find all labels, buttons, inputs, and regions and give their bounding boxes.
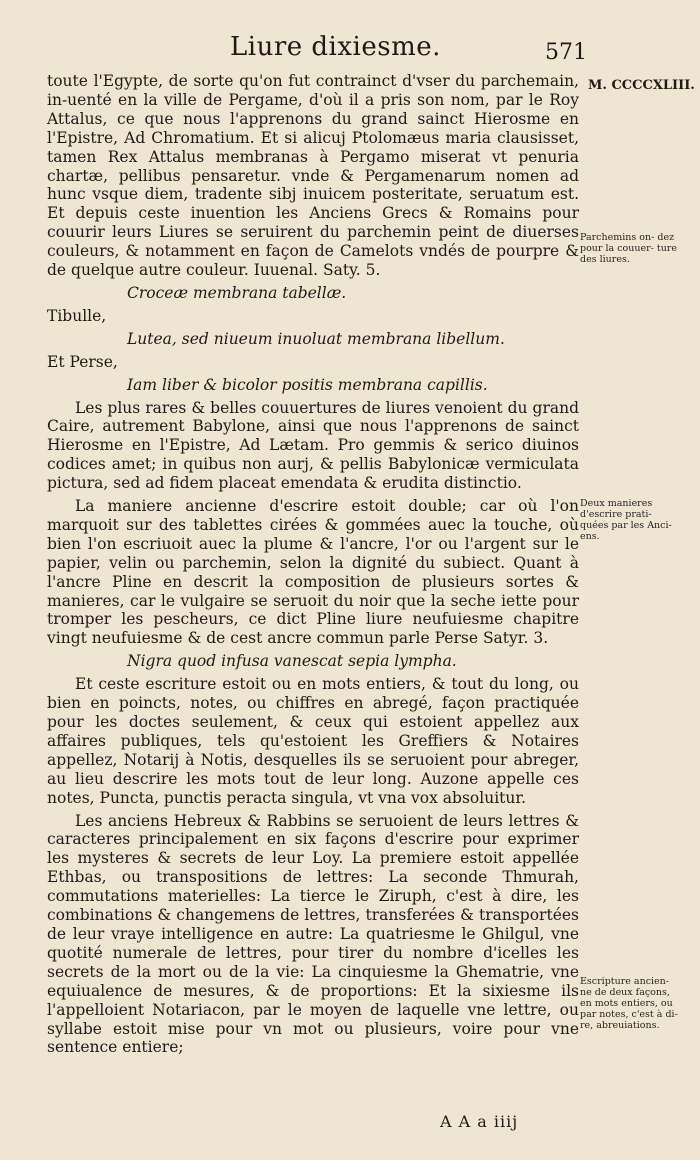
paragraph-couuertures: Les plus rares & belles couuertures de liures venoient du grand Caire, autrement Babylone, ainsi que nous l'apprenons de sainct Hierosme en l'Epistre, Ad Lætam. Pro gemmis & serico diuinos codices amet; in quibus non aurj, & pellis Babylonicæ vermiculata pictura, sed ad fidem placeat emendata & erudita distinctio. — [47, 398, 579, 493]
signature-mark: A A a iiij — [440, 1112, 519, 1131]
body-text — [47, 72, 579, 1057]
attribution-perse: Et Perse, — [47, 352, 118, 371]
paragraph-hebreux: Les anciens Hebreux & Rabbins se seruoient de leurs lettres & caracteres principalement en six façons d'escrire pour exprimer les mysteres & secrets de leur Loy. La premiere estoit appellée Ethbas, ou transpositions de lettres: La seconde Thmurah, commutations materielles: La tierce le Ziruph, c'est à dire, les combinations & changemens de lettres, transferées & transportées de leur vraye intelligence en autre: La quatriesme le Ghilgul, vne quotité numerale de lettres, pour tirer du nombre d'icelles les secrets de la mort ou de la vie: La cinquiesme la Ghematrie, vne equiualence de mesures, & de proportions: Et la sixiesme ils l'appelloient Notariacon, par le moyen de laquelle vne lettre, ou syllabe estoit mise pour vn mot ou plusieurs, voire pour vne sentence entiere; — [47, 811, 579, 1057]
quote-perse: Iam liber & bicolor positis membrana capillis. — [127, 375, 488, 394]
quote-sepia: Nigra quod infusa vanescat sepia lympha. — [127, 652, 457, 671]
paragraph-notes: Et ceste escriture estoit ou en mots entiers, & tout du long, ou bien en poincts, notes, ou chiffres en abregé, façon practiquée pour les doctes seulement, & ceux qui estoient appellez aux affaires publiques, tels qu'estoient les Greffiers & Notaires appellez, Notarij à Notis, desquelles ils se seruoient pour abreger, au lieu descrire les mots tout de leur long. Auzone appelle ces notes, Puncta, punctis peracta singula, vt vna vox absoluitur. — [47, 675, 579, 807]
quote-tibulle: Lutea, sed niueum inuoluat membrana libellum. — [127, 329, 505, 348]
running-head: Liure dixiesme. — [230, 32, 441, 62]
margin-note-escripture: Escripture ancien- ne de deux façons, en mots entiers, ou par notes, c'est à di- re, abreuiations. — [580, 976, 678, 1031]
paragraph-maniere-escrire: La maniere ancienne d'escrire estoit double; car où l'on marquoit sur des tablettes cirées & gommées auec la touche, où bien l'on escriuoit auec la plume & l'ancre, l'or ou l'argent sur le papier, velin ou parchemin, selon la dignité du subiect. Quant à l'ancre Pline en descrit la composition de plusieurs sortes & manieres, car le vulgaire se seruoit du noir que la seche iette pour tromper les pescheurs, ce dict Pline liure neufuiesme chapitre vingt neufuiesme & de cest ancre commun parle Perse Satyr. 3. — [47, 497, 579, 648]
year-margin-note: M. CCCCXLIII. — [588, 78, 695, 93]
paragraph-parchemin: toute l'Egypte, de sorte qu'on fut contrainct d'vser du parchemain, in-uenté en la ville de Pergame, d'où il a pris son nom, par le Roy Attalus, ce que nous l'apprenons du grand sainct Hierosme en l'Epistre, Ad Chromatium. Et si alicuj Ptolomæus maria clausisset, tamen Rex Attalus membranas à Pergamo miserat vt penuria chartæ, pellibus pensaretur. vnde & Pergamenarum nomen ad hunc vsque diem, tradente sibj inuicem posteritate, seruatum est. Et depuis ceste inuention les Anciens Grecs & Romains pour couurir leurs Liures se seruirent du parchemin peint de diuerses couleurs, & notamment en façon de Camelots vndés de pourpre & de quelque autre couleur. Iuuenal. Saty. 5. — [47, 72, 579, 280]
quote-juvenal: Croceæ membrana tabellæ. — [127, 283, 347, 302]
page-number: 571 — [545, 40, 587, 65]
attribution-tibulle: Tibulle, — [47, 306, 107, 325]
margin-note-deux-manieres: Deux manieres d'escrire prati- quées par les Anci- ens. — [580, 498, 672, 542]
margin-note-parchemins: Parchemins on- dez pour la couuer- ture des liures. — [580, 232, 677, 265]
